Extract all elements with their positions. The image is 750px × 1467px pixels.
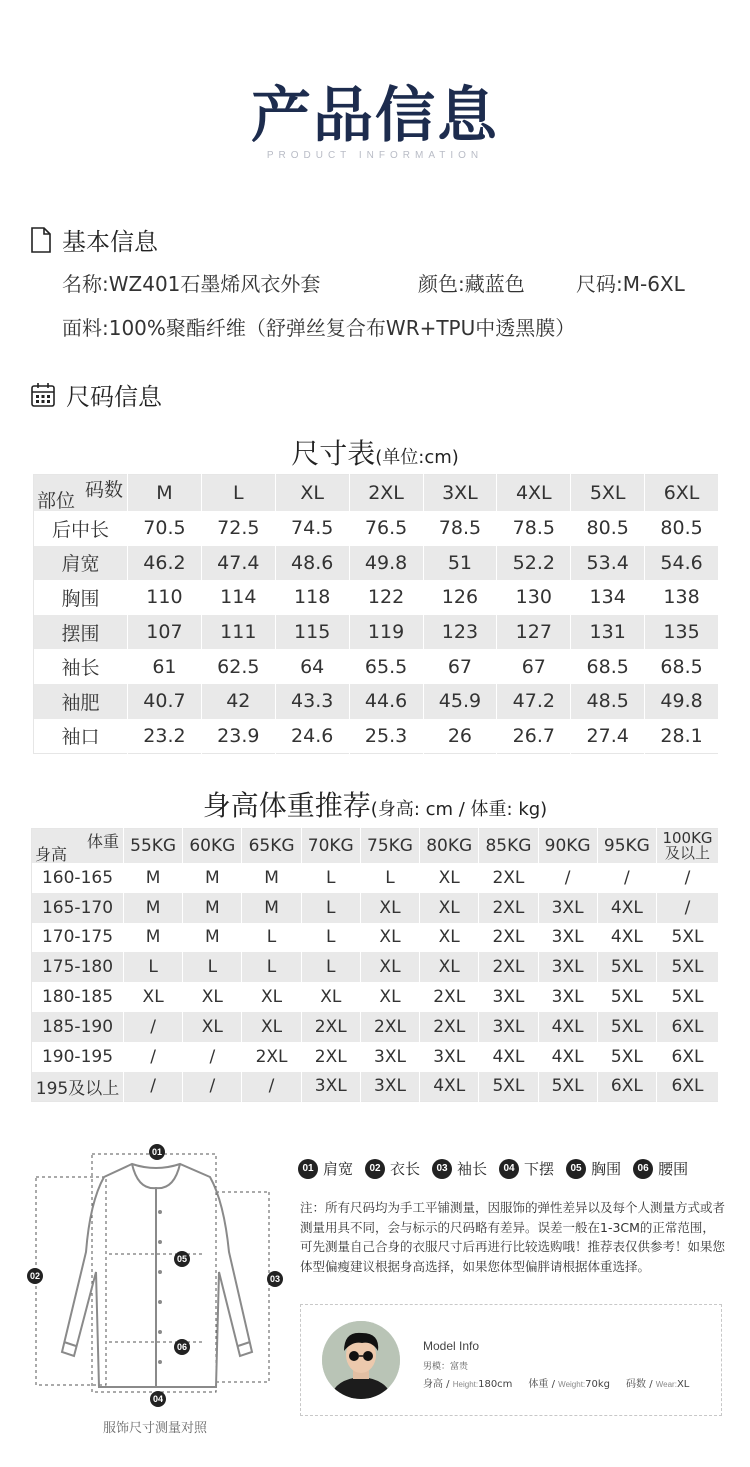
size-cell: 122 bbox=[349, 580, 423, 615]
recommend-cell: / bbox=[657, 893, 719, 923]
recommend-cell: 4XL bbox=[538, 1042, 597, 1072]
size-cell: 135 bbox=[645, 615, 719, 650]
recommend-cell: 6XL bbox=[657, 1042, 719, 1072]
recommend-cell: 5XL bbox=[657, 952, 719, 982]
legend-number-badge: 06 bbox=[633, 1159, 653, 1179]
size-row-label: 袖长 bbox=[34, 649, 128, 684]
weight-col-header: 95KG bbox=[597, 829, 656, 864]
size-cell: 45.9 bbox=[423, 684, 497, 719]
svg-text:03: 03 bbox=[269, 1274, 281, 1284]
recommend-table-unit: (身高: cm / 体重: kg) bbox=[370, 799, 548, 820]
size-cell: 123 bbox=[423, 615, 497, 650]
size-cell: 130 bbox=[497, 580, 571, 615]
recommend-cell: 6XL bbox=[657, 1072, 719, 1102]
recommend-cell: 4XL bbox=[538, 1012, 597, 1042]
recommend-table-row bbox=[32, 893, 719, 923]
recommend-table-row bbox=[32, 1072, 719, 1102]
recommend-table-row bbox=[32, 982, 719, 1012]
size-row-label: 胸围 bbox=[34, 580, 128, 615]
size-cell: 47.2 bbox=[497, 684, 571, 719]
recommend-table-row bbox=[32, 923, 719, 953]
measurement-note: 注：所有尺码均为手工平铺测量，因服饰的弹性差异以及每个人测量方式或者测量用具不同，会与标示的尺码略有差异。误差一般在1-3CM的正常范围，可先测量自己合身的衣服尺寸后再进行比较选购哦！推荐表仅供参考！如果您体型偏瘦建议根据身高选择，如果您体型偏胖请根据体重选择。 bbox=[300, 1200, 726, 1274]
legend-item bbox=[298, 1158, 353, 1179]
size-cell: 23.9 bbox=[201, 719, 275, 754]
legend-label: 下摆 bbox=[524, 1160, 555, 1178]
recommend-cell: M bbox=[124, 863, 183, 893]
size-col-header: 5XL bbox=[571, 475, 645, 512]
size-cell: 47.4 bbox=[201, 546, 275, 581]
legend-number-badge: 01 bbox=[298, 1159, 318, 1179]
size-cell: 68.5 bbox=[645, 649, 719, 684]
size-cell: 76.5 bbox=[349, 511, 423, 546]
recommend-cell: 2XL bbox=[301, 1042, 360, 1072]
recommend-cell: 3XL bbox=[360, 1072, 419, 1102]
svg-text:01: 01 bbox=[151, 1147, 163, 1157]
model-weight-value: 70kg bbox=[585, 1379, 611, 1390]
recommend-cell: 2XL bbox=[479, 952, 538, 982]
model-wear-value: XL bbox=[676, 1379, 690, 1390]
page-title: 产品信息 bbox=[251, 81, 499, 151]
size-table-row bbox=[34, 649, 719, 684]
product-fabric: 面料:100%聚酯纤维（舒弹丝复合布WR+TPU中透黑膜） bbox=[62, 316, 576, 340]
recommend-cell: L bbox=[124, 952, 183, 982]
recommend-cell: / bbox=[183, 1042, 242, 1072]
product-color: 颜色:藏蓝色 bbox=[418, 272, 525, 296]
recommend-cell: XL bbox=[301, 982, 360, 1012]
product-size-range: 尺码:M-6XL bbox=[576, 272, 685, 296]
recommend-cell: / bbox=[538, 863, 597, 893]
recommend-cell: XL bbox=[420, 952, 479, 982]
size-cell: 48.6 bbox=[275, 546, 349, 581]
marker-06 bbox=[174, 1339, 190, 1355]
size-cell: 61 bbox=[128, 649, 202, 684]
recommend-cell: 5XL bbox=[657, 982, 719, 1012]
page-subtitle: PRODUCT INFORMATION bbox=[266, 150, 484, 161]
calendar-icon bbox=[30, 382, 56, 408]
recommend-cell: 3XL bbox=[479, 982, 538, 1012]
size-row-label: 袖口 bbox=[34, 719, 128, 754]
recommend-cell: 2XL bbox=[479, 863, 538, 893]
recommend-cell: 3XL bbox=[538, 952, 597, 982]
model-height-label: 身高 / bbox=[423, 1379, 453, 1390]
recommend-cell: XL bbox=[360, 893, 419, 923]
recommend-cell: 5XL bbox=[597, 1012, 656, 1042]
size-cell: 24.6 bbox=[275, 719, 349, 754]
size-cell: 49.8 bbox=[349, 546, 423, 581]
recommend-cell: 3XL bbox=[538, 982, 597, 1012]
legend-label: 腰围 bbox=[658, 1160, 689, 1178]
legend-label: 衣长 bbox=[390, 1160, 421, 1178]
model-info-title: Model Info bbox=[423, 1339, 480, 1353]
recommend-cell: XL bbox=[420, 863, 479, 893]
marker-05 bbox=[174, 1251, 190, 1267]
weight-col-header: 70KG bbox=[301, 829, 360, 864]
size-row-label: 袖肥 bbox=[34, 684, 128, 719]
legend-item bbox=[499, 1158, 554, 1179]
size-table-header bbox=[34, 475, 719, 512]
recommend-cell: 6XL bbox=[657, 1012, 719, 1042]
size-cell: 111 bbox=[201, 615, 275, 650]
marker-04 bbox=[150, 1391, 166, 1407]
recommend-cell: XL bbox=[420, 893, 479, 923]
recommend-cell: 5XL bbox=[597, 1042, 656, 1072]
model-height-value: 180cm bbox=[478, 1379, 513, 1390]
recommend-cell: / bbox=[597, 863, 656, 893]
size-table-title bbox=[0, 432, 750, 472]
recommend-cell: / bbox=[242, 1072, 301, 1102]
size-info-title: 尺码信息 bbox=[66, 383, 162, 411]
size-cell: 107 bbox=[128, 615, 202, 650]
weight-col-header: 65KG bbox=[242, 829, 301, 864]
marker-03 bbox=[267, 1271, 283, 1287]
model-weight-label: 体重 / bbox=[528, 1379, 559, 1390]
recommend-cell: 3XL bbox=[301, 1072, 360, 1102]
recommend-table bbox=[31, 828, 719, 1102]
size-table-corner-top: 码数 bbox=[84, 479, 123, 501]
size-cell: 115 bbox=[275, 615, 349, 650]
recommend-cell: 3XL bbox=[538, 893, 597, 923]
basic-info-heading bbox=[30, 222, 158, 257]
weight-col-header: 90KG bbox=[538, 829, 597, 864]
recommend-cell: M bbox=[183, 863, 242, 893]
recommend-table-corner-top: 体重 bbox=[86, 832, 119, 851]
size-cell: 80.5 bbox=[645, 511, 719, 546]
size-col-header: 2XL bbox=[349, 475, 423, 512]
svg-text:02: 02 bbox=[29, 1271, 41, 1281]
recommend-cell: L bbox=[360, 863, 419, 893]
model-stats bbox=[423, 1375, 689, 1390]
recommend-cell: 5XL bbox=[538, 1072, 597, 1102]
recommend-cell: 5XL bbox=[597, 952, 656, 982]
size-cell: 119 bbox=[349, 615, 423, 650]
weight-col-header: 60KG bbox=[183, 829, 242, 864]
recommend-cell: M bbox=[124, 923, 183, 953]
size-cell: 78.5 bbox=[423, 511, 497, 546]
size-cell: 64 bbox=[275, 649, 349, 684]
legend-item bbox=[633, 1158, 688, 1179]
size-cell: 53.4 bbox=[571, 546, 645, 581]
legend-item bbox=[432, 1158, 487, 1179]
recommend-cell: XL bbox=[360, 923, 419, 953]
model-avatar bbox=[322, 1321, 400, 1399]
size-cell: 42 bbox=[201, 684, 275, 719]
recommend-cell: L bbox=[301, 923, 360, 953]
recommend-table-row bbox=[32, 863, 719, 893]
recommend-cell: 2XL bbox=[301, 1012, 360, 1042]
recommend-cell: XL bbox=[242, 982, 301, 1012]
recommend-table-header bbox=[32, 829, 719, 864]
legend-number-badge: 02 bbox=[365, 1159, 385, 1179]
size-cell: 72.5 bbox=[201, 511, 275, 546]
weight-col-header: 75KG bbox=[360, 829, 419, 864]
height-row-label: 195及以上 bbox=[32, 1072, 124, 1102]
recommend-cell: 2XL bbox=[479, 923, 538, 953]
recommend-cell: 5XL bbox=[597, 982, 656, 1012]
recommend-cell: / bbox=[183, 1072, 242, 1102]
size-cell: 118 bbox=[275, 580, 349, 615]
size-cell: 138 bbox=[645, 580, 719, 615]
size-row-label: 后中长 bbox=[34, 511, 128, 546]
height-row-label: 180-185 bbox=[32, 982, 124, 1012]
size-cell: 70.5 bbox=[128, 511, 202, 546]
svg-text:05: 05 bbox=[176, 1254, 188, 1264]
legend-number-badge: 04 bbox=[499, 1159, 519, 1179]
model-wear-label: 码数 / bbox=[626, 1379, 656, 1390]
recommend-cell: 4XL bbox=[597, 923, 656, 953]
recommend-cell: XL bbox=[420, 923, 479, 953]
recommend-cell: 3XL bbox=[420, 1042, 479, 1072]
size-cell: 40.7 bbox=[128, 684, 202, 719]
recommend-table-row bbox=[32, 952, 719, 982]
recommend-cell: M bbox=[242, 863, 301, 893]
recommend-table-row bbox=[32, 1012, 719, 1042]
size-cell: 78.5 bbox=[497, 511, 571, 546]
garment-diagram bbox=[24, 1142, 294, 1410]
size-col-header: XL bbox=[275, 475, 349, 512]
size-cell: 25.3 bbox=[349, 719, 423, 754]
recommend-cell: XL bbox=[360, 982, 419, 1012]
recommend-cell: 5XL bbox=[657, 923, 719, 953]
size-cell: 26.7 bbox=[497, 719, 571, 754]
size-cell: 26 bbox=[423, 719, 497, 754]
height-row-label: 185-190 bbox=[32, 1012, 124, 1042]
size-cell: 126 bbox=[423, 580, 497, 615]
size-cell: 52.2 bbox=[497, 546, 571, 581]
recommend-cell: 2XL bbox=[360, 1012, 419, 1042]
marker-02 bbox=[27, 1268, 43, 1284]
size-col-header: 6XL bbox=[645, 475, 719, 512]
product-name: 名称:WZ401石墨烯风衣外套 bbox=[62, 272, 321, 296]
size-cell: 67 bbox=[423, 649, 497, 684]
recommend-cell: / bbox=[124, 1042, 183, 1072]
diagram-caption: 服饰尺寸测量对照 bbox=[102, 1421, 207, 1436]
weight-col-header-last-line1: 100KG bbox=[662, 829, 713, 847]
weight-col-header-last-line2: 及以上 bbox=[664, 844, 710, 862]
recommend-cell: 2XL bbox=[420, 982, 479, 1012]
legend-item bbox=[365, 1158, 420, 1179]
document-icon bbox=[30, 227, 52, 253]
recommend-cell: / bbox=[124, 1012, 183, 1042]
recommend-cell: XL bbox=[360, 952, 419, 982]
size-table-corner bbox=[34, 475, 128, 512]
recommend-cell: 3XL bbox=[360, 1042, 419, 1072]
recommend-cell: M bbox=[124, 893, 183, 923]
recommend-table-title bbox=[0, 784, 750, 824]
height-row-label: 160-165 bbox=[32, 863, 124, 893]
recommend-cell: L bbox=[183, 952, 242, 982]
size-cell: 27.4 bbox=[571, 719, 645, 754]
size-table-corner-bottom: 部位 bbox=[37, 490, 76, 512]
legend-label: 胸围 bbox=[591, 1160, 622, 1178]
size-row-label: 肩宽 bbox=[34, 546, 128, 581]
size-cell: 110 bbox=[128, 580, 202, 615]
size-table-row bbox=[34, 615, 719, 650]
recommend-table-row bbox=[32, 1042, 719, 1072]
svg-text:06: 06 bbox=[176, 1342, 188, 1352]
recommend-cell: 2XL bbox=[242, 1042, 301, 1072]
recommend-cell: 6XL bbox=[597, 1072, 656, 1102]
size-cell: 23.2 bbox=[128, 719, 202, 754]
size-cell: 62.5 bbox=[201, 649, 275, 684]
svg-text:04: 04 bbox=[152, 1394, 164, 1404]
size-cell: 131 bbox=[571, 615, 645, 650]
size-col-header: M bbox=[128, 475, 202, 512]
size-col-header: L bbox=[201, 475, 275, 512]
recommend-cell: 2XL bbox=[479, 893, 538, 923]
model-height-en: Height: bbox=[452, 1380, 479, 1389]
recommend-cell: 4XL bbox=[479, 1042, 538, 1072]
recommend-cell: 4XL bbox=[420, 1072, 479, 1102]
size-cell: 74.5 bbox=[275, 511, 349, 546]
recommend-cell: 5XL bbox=[479, 1072, 538, 1102]
size-col-header: 4XL bbox=[497, 475, 571, 512]
size-cell: 28.1 bbox=[645, 719, 719, 754]
recommend-cell: 4XL bbox=[597, 893, 656, 923]
weight-col-header-last bbox=[657, 829, 719, 864]
height-row-label: 170-175 bbox=[32, 923, 124, 953]
size-table-row bbox=[34, 719, 719, 754]
recommend-cell: / bbox=[124, 1072, 183, 1102]
size-table-row bbox=[34, 684, 719, 719]
size-table-row bbox=[34, 546, 719, 581]
weight-col-header: 85KG bbox=[479, 829, 538, 864]
recommend-cell: 2XL bbox=[420, 1012, 479, 1042]
size-cell: 114 bbox=[201, 580, 275, 615]
size-table-unit: (单位:cm) bbox=[375, 447, 459, 468]
recommend-table-corner bbox=[32, 829, 124, 864]
size-cell: 80.5 bbox=[571, 511, 645, 546]
height-row-label: 165-170 bbox=[32, 893, 124, 923]
size-cell: 134 bbox=[571, 580, 645, 615]
recommend-cell: L bbox=[242, 923, 301, 953]
size-table bbox=[33, 474, 719, 754]
recommend-cell: L bbox=[242, 952, 301, 982]
size-table-row bbox=[34, 580, 719, 615]
measure-legend bbox=[298, 1158, 694, 1179]
size-table-title-text: 尺寸表 bbox=[291, 437, 376, 470]
recommend-cell: L bbox=[301, 952, 360, 982]
legend-item bbox=[566, 1158, 621, 1179]
recommend-cell: L bbox=[301, 863, 360, 893]
legend-label: 袖长 bbox=[457, 1160, 488, 1178]
size-cell: 49.8 bbox=[645, 684, 719, 719]
height-row-label: 175-180 bbox=[32, 952, 124, 982]
size-row-label: 摆围 bbox=[34, 615, 128, 650]
weight-col-header: 55KG bbox=[124, 829, 183, 864]
recommend-cell: M bbox=[183, 923, 242, 953]
marker-01 bbox=[149, 1144, 165, 1160]
recommend-table-corner-bottom: 身高 bbox=[35, 845, 68, 864]
size-cell: 54.6 bbox=[645, 546, 719, 581]
legend-number-badge: 05 bbox=[566, 1159, 586, 1179]
model-name: 男模：富贵 bbox=[423, 1362, 469, 1372]
size-cell: 44.6 bbox=[349, 684, 423, 719]
recommend-cell: L bbox=[301, 893, 360, 923]
size-cell: 68.5 bbox=[571, 649, 645, 684]
size-col-header: 3XL bbox=[423, 475, 497, 512]
basic-info-title: 基本信息 bbox=[62, 228, 158, 256]
recommend-table-title-text: 身高体重推荐 bbox=[202, 789, 371, 822]
size-info-heading bbox=[30, 377, 162, 412]
size-cell: 48.5 bbox=[571, 684, 645, 719]
model-wear-en: Wear: bbox=[655, 1380, 677, 1389]
size-cell: 46.2 bbox=[128, 546, 202, 581]
model-info-card bbox=[300, 1304, 722, 1416]
height-row-label: 190-195 bbox=[32, 1042, 124, 1072]
size-cell: 127 bbox=[497, 615, 571, 650]
legend-number-badge: 03 bbox=[432, 1159, 452, 1179]
recommend-cell: / bbox=[657, 863, 719, 893]
recommend-cell: 3XL bbox=[538, 923, 597, 953]
recommend-cell: XL bbox=[124, 982, 183, 1012]
size-cell: 67 bbox=[497, 649, 571, 684]
recommend-cell: M bbox=[183, 893, 242, 923]
recommend-cell: 3XL bbox=[479, 1012, 538, 1042]
size-cell: 43.3 bbox=[275, 684, 349, 719]
legend-label: 肩宽 bbox=[323, 1160, 354, 1178]
model-weight-en: Weight: bbox=[558, 1380, 586, 1389]
recommend-cell: XL bbox=[183, 1012, 242, 1042]
recommend-cell: XL bbox=[242, 1012, 301, 1042]
size-cell: 65.5 bbox=[349, 649, 423, 684]
size-cell: 51 bbox=[423, 546, 497, 581]
recommend-cell: XL bbox=[183, 982, 242, 1012]
size-table-row bbox=[34, 511, 719, 546]
weight-col-header: 80KG bbox=[420, 829, 479, 864]
recommend-cell: M bbox=[242, 893, 301, 923]
